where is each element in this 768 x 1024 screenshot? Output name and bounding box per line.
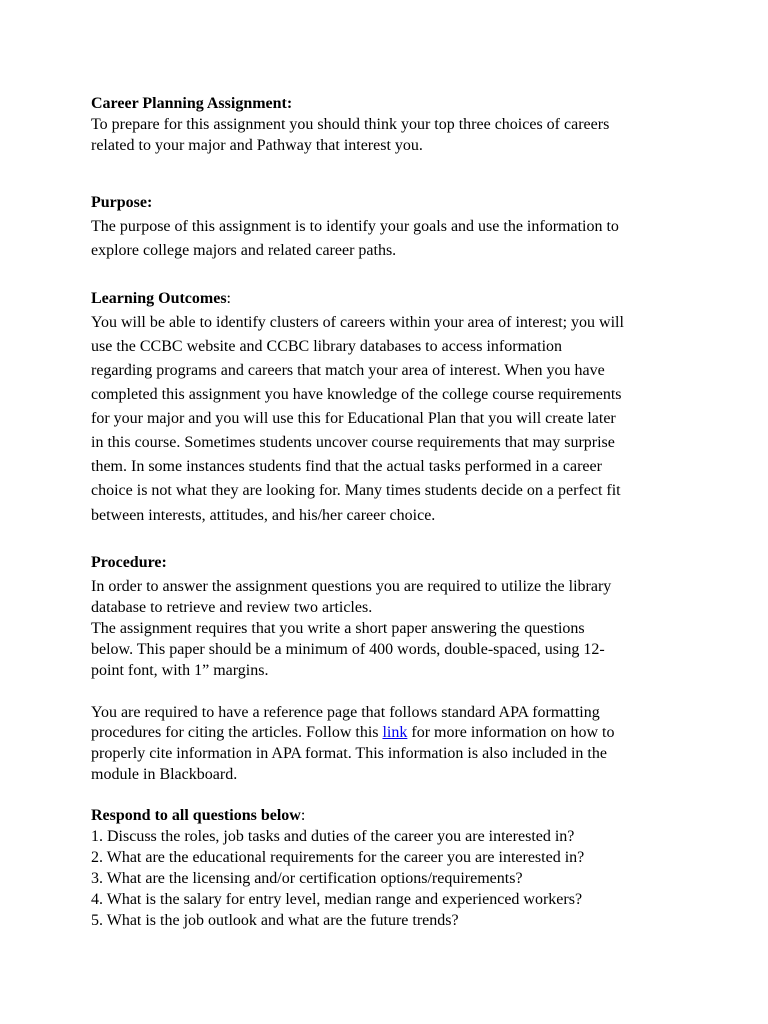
outcomes-line: You will be able to identify clusters of careers within your area of interest; you will [91,314,624,331]
purpose-line: The purpose of this assignment is to identify your goals and use the information to [91,218,619,235]
procedure-heading: Procedure: [91,554,167,571]
intro-line: To prepare for this assignment you should think your top three choices of careers [91,116,610,133]
outcomes-line: for your major and you will use this for Educational Plan that you will create later [91,410,616,427]
question-item: 5. What is the job outlook and what are the future trends? [91,912,459,929]
purpose-line: explore college majors and related career paths. [91,242,397,259]
reference-line: You are required to have a reference page that follows standard APA formatting [91,704,600,721]
outcomes-line: in this course. Sometimes students uncover course requirements that may surprise [91,434,615,451]
procedure-line: database to retrieve and review two articles. [91,599,373,616]
procedure-line: In order to answer the assignment questions you are required to utilize the library [91,578,612,595]
heading-colon: : [226,290,231,307]
reference-line: module in Blackboard. [91,766,238,783]
reference-line-with-link [91,723,614,743]
learning-outcomes-heading-text: Learning Outcomes [91,290,227,307]
question-item: 4. What is the salary for entry level, median range and experienced workers? [91,891,583,908]
procedure-line: below. This paper should be a minimum of 400 words, double-spaced, using 12- [91,641,605,658]
questions-heading-text: Respond to all questions below [91,807,301,824]
heading-colon: : [300,807,306,824]
reference-line: properly cite information in APA format. This information is also included in the [91,745,607,762]
purpose-heading: Purpose: [91,194,153,211]
reference-text: for more information on how to [407,724,615,741]
apa-format-link[interactable]: link [382,724,408,741]
learning-outcomes-heading [91,289,231,309]
outcomes-line: choice is not what they are looking for. Many times students decide on a perfect fit [91,482,621,499]
outcomes-line: regarding programs and careers that match your area of interest. When you have [91,362,605,379]
outcomes-line: between interests, attitudes, and his/her career choice. [91,507,436,524]
outcomes-line: use the CCBC website and CCBC library databases to access information [91,338,563,355]
question-item: 1. Discuss the roles, job tasks and duties of the career you are interested in? [91,828,575,845]
outcomes-line: them. In some instances students find that the actual tasks performed in a career [91,458,602,475]
title-heading: Career Planning Assignment: [91,95,293,112]
reference-text: procedures for citing the articles. Follow this [91,724,383,741]
procedure-line: point font, with 1” margins. [91,662,269,679]
questions-heading [91,806,305,826]
question-item: 3. What are the licensing and/or certification options/requirements? [91,870,523,887]
question-item: 2. What are the educational requirements for the career you are interested in? [91,849,585,866]
outcomes-line: completed this assignment you have knowledge of the college course requirements [91,386,622,403]
procedure-line: The assignment requires that you write a short paper answering the questions [91,620,585,637]
intro-line: related to your major and Pathway that interest you. [91,137,423,154]
